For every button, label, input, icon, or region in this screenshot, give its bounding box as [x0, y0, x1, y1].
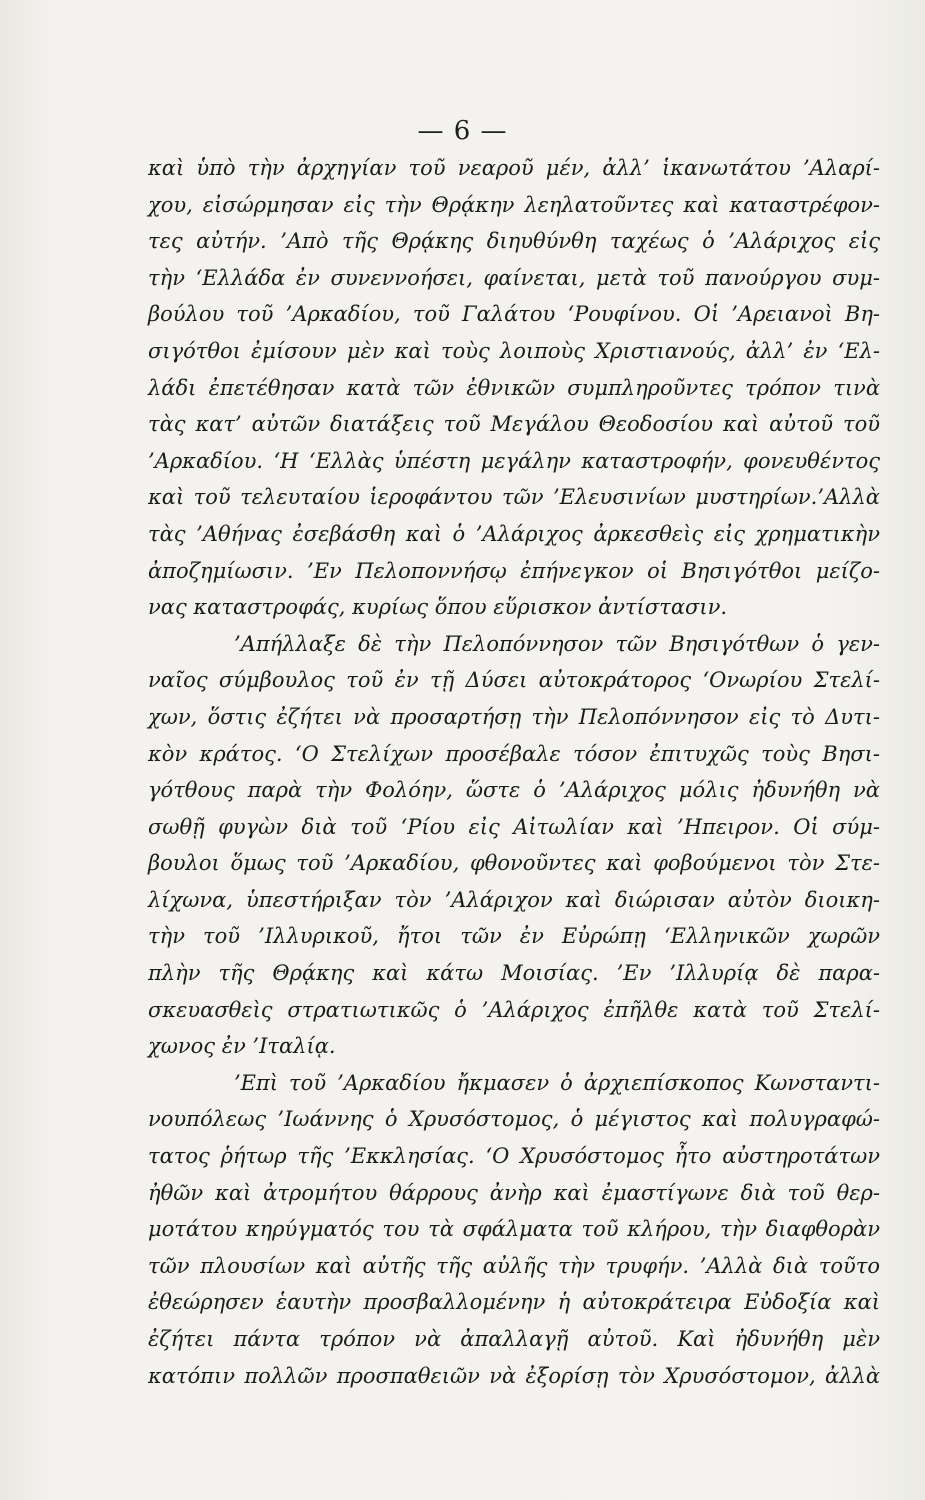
text-line: τῶν πλουσίων καὶ αὐτῆς τῆς αὐλῆς τὴν τρυφήν. ’Αλλὰ διὰ τοῦτο	[148, 1253, 880, 1278]
text-line: μοτάτου κηρύγματός του τὰ σφάλματα τοῦ κλήρου, τὴν διαφθορὰν	[148, 1217, 880, 1242]
text-line: καὶ ὑπὸ τὴν ἀρχηγίαν τοῦ νεαροῦ μέν, ἀλλ’ ἱκανωτάτου ’Αλαρί-	[148, 156, 880, 180]
text-line: ἐζήτει πάντα τρόπον νὰ ἀπαλλαγῇ αὐτοῦ. Καὶ ἠδυνήθη μὲν	[148, 1327, 880, 1351]
text-line: τὰς ’Αθήνας ἐσεβάσθη καὶ ὁ ’Αλάριχος ἀρκεσθεὶς εἰς χρηματικὴν	[148, 521, 880, 546]
text-line: νας καταστροφάς, κυρίως ὅπου εὕρισκον ἀντίστασιν.	[148, 595, 728, 620]
text-line: σωθῇ φυγὼν διὰ τοῦ ‘Ρίου εἰς Αἰτωλίαν καὶ ’Ηπειρον. Οἱ σύμ-	[148, 814, 880, 839]
text-line: ναῖος σύμβουλος τοῦ ἐν τῇ Δύσει αὐτοκράτορος ‘Ονωρίου Στελί-	[148, 668, 880, 693]
text-line: χου, εἰσώρμησαν εἰς τὴν Θρᾴκην λεηλατοῦντες καὶ καταστρέφον-	[148, 192, 880, 217]
text-line: τατος ῥήτωρ τῆς ’Εκκλησίας. ‘Ο Χρυσόστομος ἦτο αὐστηροτάτων	[148, 1144, 880, 1169]
text-line: κὸν κράτος. ‘Ο Στελίχων προσέβαλε τόσον ἐπιτυχῶς τοὺς Βησι-	[148, 741, 880, 766]
paragraph-3	[148, 1065, 880, 1394]
text-line: τὴν τοῦ ’Ιλλυρικοῦ, ἤτοι τῶν ἐν Εὐρώπῃ ‘Ελληνικῶν χωρῶν	[148, 924, 880, 949]
page-number: — 6 —	[417, 116, 508, 146]
text-line: σιγότθοι ἐμίσουν μὲν καὶ τοὺς λοιποὺς Χριστιανούς, ἀλλ’ ἐν ‘Ελ-	[148, 338, 880, 363]
text-line: ’Επὶ τοῦ ’Αρκαδίου ἤκμασεν ὁ ἀρχιεπίσκοπος Κωνσταντι-	[234, 1070, 880, 1095]
text-line: σκευασθεὶς στρατιωτικῶς ὁ ’Αλάριχος ἐπῆλθε κατὰ τοῦ Στελί-	[148, 997, 880, 1022]
text-line: χων, ὅστις ἐζήτει νὰ προσαρτήσῃ τὴν Πελοπόννησον εἰς τὸ Δυτι-	[148, 704, 880, 729]
paragraph-1	[148, 150, 880, 626]
text-line: καὶ τοῦ τελευταίου ἱεροφάντου τῶν ’Ελευσινίων μυστηρίων.’Αλλὰ	[148, 485, 880, 510]
text-line: βουλοι ὅμως τοῦ ’Αρκαδίου, φθονοῦντες καὶ φοβούμενοι τὸν Στε-	[148, 851, 880, 876]
text-line: τὴν ‘Ελλάδα ἐν συνεννοήσει, φαίνεται, μετὰ τοῦ πανούργου συμ-	[148, 265, 880, 290]
text-line: γότθους παρὰ τὴν Φολόην, ὥστε ὁ ’Αλάριχος μόλις ἠδυνήθη νὰ	[148, 778, 880, 803]
text-line: ’Αρκαδίου. ‘Η ‘Ελλὰς ὑπέστη μεγάλην καταστροφήν, φονευθέντος	[148, 448, 880, 473]
text-line: ἐθεώρησεν ἑαυτὴν προσβαλλομένην ἡ αὐτοκράτειρα Εὐδοξία καὶ	[148, 1290, 880, 1315]
text-line: χωνος ἐν ’Ιταλίᾳ.	[148, 1034, 336, 1059]
text-line: λάδι ἐπετέθησαν κατὰ τῶν ἐθνικῶν συμπληροῦντες τρόπον τινὰ	[148, 375, 880, 400]
text-line: ἀποζημίωσιν. ’Εν Πελοποννήσῳ ἐπήνεγκον οἱ Βησιγότθοι μείζο-	[148, 558, 880, 583]
text-line: πλὴν τῆς Θρᾴκης καὶ κάτω Μοισίας. ’Εν ’Ιλλυρίᾳ δὲ παρα-	[148, 961, 880, 986]
text-line: ’Απήλλαξε δὲ τὴν Πελοπόννησον τῶν Βησιγότθων ὁ γεν-	[234, 631, 880, 656]
text-line: νουπόλεως ’Ιωάννης ὁ Χρυσόστομος, ὁ μέγιστος καὶ πολυγραφώ-	[148, 1107, 880, 1132]
paragraph-2	[148, 626, 880, 1065]
text-line: βούλου τοῦ ’Αρκαδίου, τοῦ Γαλάτου ‘Ρουφίνου. Οἱ ’Αρειανοὶ Βη-	[148, 302, 880, 327]
text-line: λίχωνα, ὑπεστήριξαν τὸν ’Αλάριχον καὶ διώρισαν αὐτὸν διοικη-	[148, 887, 880, 912]
text-line: τὰς κατ’ αὐτῶν διατάξεις τοῦ Μεγάλου Θεοδοσίου καὶ αὐτοῦ τοῦ	[148, 412, 880, 437]
text-line: ἠθῶν καὶ ἀτρομήτου θάρρους ἀνὴρ καὶ ἐμαστίγωνε διὰ τοῦ θερ-	[148, 1180, 880, 1205]
text-line: κατόπιν πολλῶν προσπαθειῶν νὰ ἐξορίσῃ τὸν Χρυσόστομον, ἀλλὰ	[148, 1363, 880, 1388]
text-line: τες αὐτήν. ’Απὸ τῆς Θρᾴκης διηυθύνθη ταχέως ὁ ’Αλάριχος εἰς	[148, 229, 880, 254]
body-text	[148, 150, 880, 1394]
